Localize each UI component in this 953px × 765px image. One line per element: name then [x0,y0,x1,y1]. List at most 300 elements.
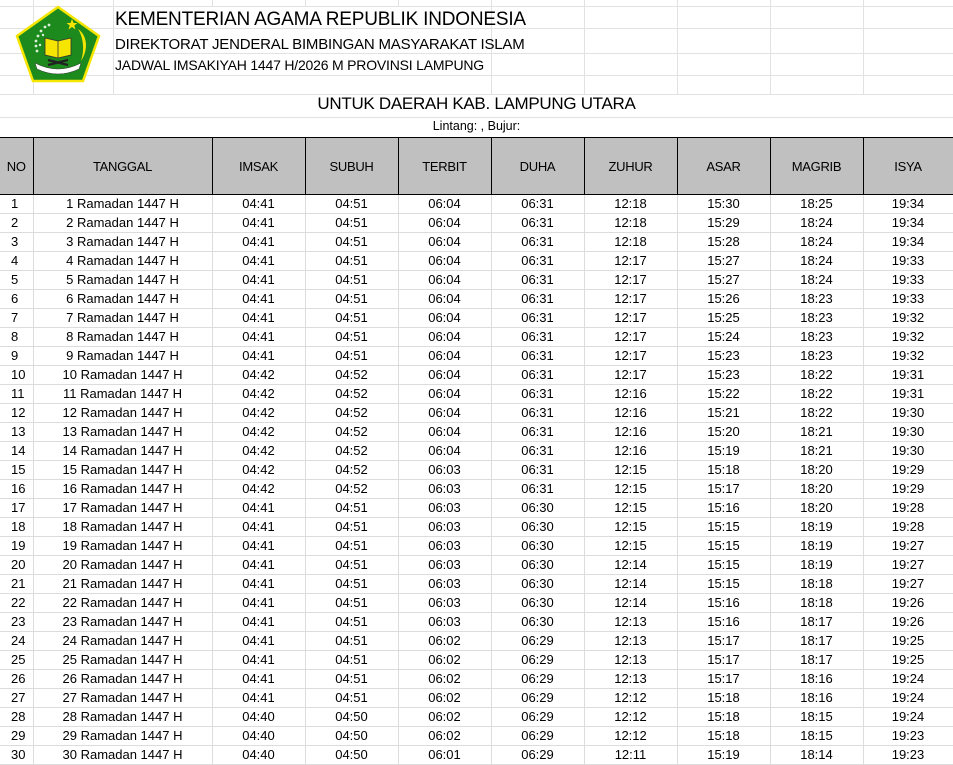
cell-imsak: 04:41 [212,594,305,613]
cell-magrib: 18:22 [770,404,863,423]
cell-isya: 19:29 [863,480,953,499]
cell-magrib: 18:24 [770,252,863,271]
table-row [0,575,953,594]
cell-no: 14 [0,442,33,461]
table-row [0,613,953,632]
cell-imsak: 04:41 [212,309,305,328]
cell-tanggal: 2 Ramadan 1447 H [33,214,212,233]
cell-zuhur: 12:14 [584,594,677,613]
table-row [0,727,953,746]
table-row [0,746,953,765]
cell-zuhur: 12:17 [584,347,677,366]
cell-asar: 15:17 [677,651,770,670]
column-header-subuh: SUBUH [305,138,398,195]
cell-magrib: 18:21 [770,442,863,461]
table-row [0,423,953,442]
cell-asar: 15:30 [677,195,770,214]
cell-no: 7 [0,309,33,328]
cell-magrib: 18:23 [770,347,863,366]
cell-terbit: 06:04 [398,328,491,347]
cell-duha: 06:31 [491,309,584,328]
cell-terbit: 06:04 [398,195,491,214]
cell-isya: 19:24 [863,670,953,689]
cell-zuhur: 12:14 [584,575,677,594]
cell-duha: 06:30 [491,537,584,556]
cell-magrib: 18:17 [770,613,863,632]
cell-subuh: 04:51 [305,309,398,328]
cell-subuh: 04:51 [305,271,398,290]
cell-isya: 19:27 [863,537,953,556]
cell-magrib: 18:25 [770,195,863,214]
cell-isya: 19:28 [863,499,953,518]
cell-imsak: 04:41 [212,537,305,556]
cell-isya: 19:30 [863,442,953,461]
cell-isya: 19:23 [863,746,953,765]
cell-asar: 15:15 [677,518,770,537]
cell-tanggal: 14 Ramadan 1447 H [33,442,212,461]
column-header-duha: DUHA [491,138,584,195]
cell-tanggal: 9 Ramadan 1447 H [33,347,212,366]
cell-no: 19 [0,537,33,556]
cell-subuh: 04:50 [305,708,398,727]
cell-no: 2 [0,214,33,233]
column-header-asar: ASAR [677,138,770,195]
cell-isya: 19:25 [863,632,953,651]
cell-magrib: 18:24 [770,233,863,252]
cell-no: 18 [0,518,33,537]
cell-no: 24 [0,632,33,651]
cell-subuh: 04:52 [305,442,398,461]
cell-no: 29 [0,727,33,746]
cell-tanggal: 28 Ramadan 1447 H [33,708,212,727]
cell-asar: 15:19 [677,442,770,461]
cell-duha: 06:30 [491,499,584,518]
cell-imsak: 04:41 [212,689,305,708]
cell-duha: 06:31 [491,480,584,499]
cell-magrib: 18:19 [770,537,863,556]
cell-tanggal: 22 Ramadan 1447 H [33,594,212,613]
cell-isya: 19:32 [863,328,953,347]
cell-tanggal: 21 Ramadan 1447 H [33,575,212,594]
cell-isya: 19:28 [863,518,953,537]
cell-tanggal: 10 Ramadan 1447 H [33,366,212,385]
cell-tanggal: 18 Ramadan 1447 H [33,518,212,537]
cell-duha: 06:31 [491,347,584,366]
cell-no: 1 [0,195,33,214]
cell-terbit: 06:03 [398,575,491,594]
cell-duha: 06:31 [491,366,584,385]
cell-subuh: 04:51 [305,347,398,366]
cell-asar: 15:18 [677,689,770,708]
cell-zuhur: 12:15 [584,518,677,537]
cell-zuhur: 12:14 [584,556,677,575]
cell-isya: 19:27 [863,556,953,575]
cell-terbit: 06:03 [398,499,491,518]
cell-zuhur: 12:17 [584,328,677,347]
cell-imsak: 04:41 [212,670,305,689]
cell-no: 23 [0,613,33,632]
cell-subuh: 04:51 [305,556,398,575]
cell-imsak: 04:41 [212,651,305,670]
cell-imsak: 04:41 [212,499,305,518]
cell-subuh: 04:51 [305,328,398,347]
cell-zuhur: 12:17 [584,252,677,271]
cell-tanggal: 27 Ramadan 1447 H [33,689,212,708]
cell-isya: 19:24 [863,689,953,708]
cell-isya: 19:33 [863,252,953,271]
cell-subuh: 04:51 [305,499,398,518]
cell-zuhur: 12:15 [584,499,677,518]
cell-terbit: 06:02 [398,632,491,651]
table-row [0,271,953,290]
cell-subuh: 04:51 [305,632,398,651]
table-row [0,347,953,366]
cell-subuh: 04:52 [305,366,398,385]
cell-asar: 15:27 [677,271,770,290]
cell-duha: 06:30 [491,613,584,632]
cell-terbit: 06:03 [398,461,491,480]
column-header-tanggal: TANGGAL [33,138,212,195]
cell-tanggal: 17 Ramadan 1447 H [33,499,212,518]
cell-asar: 15:28 [677,233,770,252]
cell-no: 5 [0,271,33,290]
cell-imsak: 04:41 [212,575,305,594]
cell-asar: 15:21 [677,404,770,423]
cell-magrib: 18:22 [770,366,863,385]
table-row [0,537,953,556]
directorate-title: DIREKTORAT JENDERAL BIMBINGAN MASYARAKAT ISLAM [115,36,525,53]
cell-terbit: 06:02 [398,670,491,689]
cell-duha: 06:31 [491,290,584,309]
cell-duha: 06:29 [491,727,584,746]
cell-subuh: 04:51 [305,670,398,689]
cell-tanggal: 3 Ramadan 1447 H [33,233,212,252]
cell-no: 4 [0,252,33,271]
cell-no: 27 [0,689,33,708]
cell-subuh: 04:52 [305,404,398,423]
cell-isya: 19:26 [863,613,953,632]
cell-magrib: 18:22 [770,385,863,404]
cell-zuhur: 12:13 [584,613,677,632]
cell-subuh: 04:51 [305,537,398,556]
cell-magrib: 18:18 [770,594,863,613]
cell-duha: 06:29 [491,746,584,765]
cell-terbit: 06:03 [398,594,491,613]
cell-zuhur: 12:13 [584,651,677,670]
cell-imsak: 04:42 [212,385,305,404]
cell-duha: 06:31 [491,423,584,442]
cell-tanggal: 11 Ramadan 1447 H [33,385,212,404]
cell-terbit: 06:04 [398,385,491,404]
cell-imsak: 04:41 [212,613,305,632]
cell-subuh: 04:50 [305,727,398,746]
cell-no: 28 [0,708,33,727]
cell-imsak: 04:40 [212,708,305,727]
cell-zuhur: 12:15 [584,480,677,499]
cell-duha: 06:30 [491,518,584,537]
cell-zuhur: 12:13 [584,632,677,651]
cell-imsak: 04:41 [212,556,305,575]
cell-zuhur: 12:17 [584,366,677,385]
cell-zuhur: 12:12 [584,727,677,746]
cell-zuhur: 12:15 [584,537,677,556]
cell-zuhur: 12:11 [584,746,677,765]
cell-subuh: 04:52 [305,385,398,404]
cell-imsak: 04:40 [212,727,305,746]
cell-asar: 15:29 [677,214,770,233]
cell-terbit: 06:03 [398,480,491,499]
coordinates-label: Lintang: , Bujur: [432,119,521,133]
cell-no: 12 [0,404,33,423]
cell-tanggal: 20 Ramadan 1447 H [33,556,212,575]
cell-no: 17 [0,499,33,518]
table-row [0,366,953,385]
cell-asar: 15:20 [677,423,770,442]
table-row [0,404,953,423]
cell-subuh: 04:51 [305,651,398,670]
table-row [0,195,953,214]
cell-imsak: 04:41 [212,518,305,537]
cell-tanggal: 24 Ramadan 1447 H [33,632,212,651]
cell-terbit: 06:03 [398,537,491,556]
cell-isya: 19:31 [863,385,953,404]
cell-asar: 15:18 [677,708,770,727]
table-row [0,290,953,309]
table-row [0,651,953,670]
cell-isya: 19:32 [863,347,953,366]
cell-imsak: 04:41 [212,328,305,347]
cell-subuh: 04:50 [305,746,398,765]
column-header-terbit: TERBIT [398,138,491,195]
cell-no: 26 [0,670,33,689]
cell-isya: 19:24 [863,708,953,727]
cell-tanggal: 8 Ramadan 1447 H [33,328,212,347]
cell-duha: 06:31 [491,404,584,423]
cell-terbit: 06:04 [398,423,491,442]
cell-magrib: 18:24 [770,271,863,290]
cell-imsak: 04:41 [212,195,305,214]
cell-isya: 19:26 [863,594,953,613]
schedule-title: JADWAL IMSAKIYAH 1447 H/2026 M PROVINSI LAMPUNG [115,57,484,73]
cell-subuh: 04:51 [305,233,398,252]
cell-zuhur: 12:13 [584,670,677,689]
cell-zuhur: 12:12 [584,689,677,708]
cell-asar: 15:26 [677,290,770,309]
cell-magrib: 18:24 [770,214,863,233]
cell-magrib: 18:16 [770,670,863,689]
table-row [0,670,953,689]
cell-zuhur: 12:18 [584,233,677,252]
cell-no: 20 [0,556,33,575]
cell-terbit: 06:04 [398,290,491,309]
table-row [0,480,953,499]
cell-no: 16 [0,480,33,499]
cell-tanggal: 19 Ramadan 1447 H [33,537,212,556]
cell-duha: 06:30 [491,594,584,613]
cell-terbit: 06:04 [398,271,491,290]
cell-asar: 15:24 [677,328,770,347]
cell-asar: 15:15 [677,537,770,556]
cell-tanggal: 26 Ramadan 1447 H [33,670,212,689]
cell-asar: 15:17 [677,480,770,499]
cell-subuh: 04:51 [305,518,398,537]
column-header-imsak: IMSAK [212,138,305,195]
cell-magrib: 18:20 [770,461,863,480]
cell-terbit: 06:02 [398,651,491,670]
cell-isya: 19:30 [863,423,953,442]
cell-zuhur: 12:18 [584,195,677,214]
cell-imsak: 04:40 [212,746,305,765]
cell-subuh: 04:51 [305,214,398,233]
cell-magrib: 18:20 [770,499,863,518]
table-row [0,594,953,613]
cell-tanggal: 30 Ramadan 1447 H [33,746,212,765]
ministry-title: KEMENTERIAN AGAMA REPUBLIK INDONESIA [115,9,526,30]
cell-magrib: 18:17 [770,651,863,670]
cell-no: 11 [0,385,33,404]
cell-imsak: 04:41 [212,290,305,309]
cell-isya: 19:33 [863,271,953,290]
cell-magrib: 18:15 [770,708,863,727]
cell-isya: 19:33 [863,290,953,309]
table-row [0,252,953,271]
cell-tanggal: 15 Ramadan 1447 H [33,461,212,480]
cell-no: 3 [0,233,33,252]
cell-imsak: 04:41 [212,214,305,233]
cell-magrib: 18:19 [770,518,863,537]
cell-imsak: 04:42 [212,442,305,461]
cell-asar: 15:23 [677,366,770,385]
cell-terbit: 06:04 [398,233,491,252]
table-row [0,233,953,252]
table-row [0,214,953,233]
cell-no: 15 [0,461,33,480]
table-row [0,689,953,708]
cell-isya: 19:31 [863,366,953,385]
cell-duha: 06:31 [491,442,584,461]
cell-duha: 06:31 [491,195,584,214]
cell-asar: 15:15 [677,556,770,575]
cell-zuhur: 12:17 [584,309,677,328]
cell-subuh: 04:51 [305,613,398,632]
cell-no: 30 [0,746,33,765]
cell-imsak: 04:41 [212,632,305,651]
table-row [0,461,953,480]
cell-tanggal: 13 Ramadan 1447 H [33,423,212,442]
cell-no: 6 [0,290,33,309]
cell-magrib: 18:21 [770,423,863,442]
cell-tanggal: 12 Ramadan 1447 H [33,404,212,423]
cell-no: 13 [0,423,33,442]
cell-magrib: 18:15 [770,727,863,746]
cell-isya: 19:27 [863,575,953,594]
kemenag-logo-icon [15,5,101,83]
cell-imsak: 04:41 [212,252,305,271]
cell-isya: 19:34 [863,233,953,252]
cell-terbit: 06:04 [398,214,491,233]
cell-subuh: 04:51 [305,594,398,613]
cell-duha: 06:31 [491,271,584,290]
cell-duha: 06:31 [491,214,584,233]
column-header-magrib: MAGRIB [770,138,863,195]
cell-imsak: 04:42 [212,461,305,480]
cell-terbit: 06:03 [398,518,491,537]
cell-magrib: 18:20 [770,480,863,499]
cell-asar: 15:27 [677,252,770,271]
cell-terbit: 06:02 [398,708,491,727]
cell-subuh: 04:51 [305,689,398,708]
table-row [0,632,953,651]
cell-magrib: 18:19 [770,556,863,575]
cell-no: 25 [0,651,33,670]
cell-no: 8 [0,328,33,347]
column-header-no: NO [0,138,33,195]
cell-imsak: 04:41 [212,347,305,366]
imsakiyah-table [0,137,953,765]
cell-asar: 15:17 [677,670,770,689]
table-row [0,556,953,575]
cell-zuhur: 12:16 [584,404,677,423]
cell-isya: 19:34 [863,195,953,214]
cell-terbit: 06:02 [398,689,491,708]
cell-isya: 19:34 [863,214,953,233]
cell-imsak: 04:42 [212,480,305,499]
table-row [0,385,953,404]
cell-asar: 15:16 [677,594,770,613]
cell-terbit: 06:02 [398,727,491,746]
cell-zuhur: 12:15 [584,461,677,480]
cell-asar: 15:16 [677,613,770,632]
cell-duha: 06:29 [491,651,584,670]
cell-asar: 15:17 [677,632,770,651]
cell-tanggal: 1 Ramadan 1447 H [33,195,212,214]
cell-terbit: 06:04 [398,404,491,423]
table-row [0,499,953,518]
table-row [0,309,953,328]
table-row [0,442,953,461]
table-row [0,518,953,537]
cell-zuhur: 12:17 [584,290,677,309]
cell-asar: 15:16 [677,499,770,518]
cell-asar: 15:23 [677,347,770,366]
cell-duha: 06:29 [491,689,584,708]
cell-no: 22 [0,594,33,613]
cell-asar: 15:15 [677,575,770,594]
cell-duha: 06:31 [491,328,584,347]
table-row [0,708,953,727]
cell-magrib: 18:23 [770,309,863,328]
cell-duha: 06:30 [491,575,584,594]
cell-tanggal: 29 Ramadan 1447 H [33,727,212,746]
cell-terbit: 06:04 [398,309,491,328]
cell-isya: 19:25 [863,651,953,670]
cell-asar: 15:22 [677,385,770,404]
cell-asar: 15:19 [677,746,770,765]
cell-duha: 06:29 [491,708,584,727]
cell-tanggal: 6 Ramadan 1447 H [33,290,212,309]
cell-zuhur: 12:17 [584,271,677,290]
cell-imsak: 04:42 [212,423,305,442]
cell-duha: 06:31 [491,233,584,252]
cell-subuh: 04:52 [305,480,398,499]
cell-no: 21 [0,575,33,594]
cell-subuh: 04:51 [305,252,398,271]
cell-imsak: 04:41 [212,271,305,290]
cell-zuhur: 12:16 [584,423,677,442]
cell-terbit: 06:04 [398,252,491,271]
cell-zuhur: 12:12 [584,708,677,727]
cell-tanggal: 5 Ramadan 1447 H [33,271,212,290]
